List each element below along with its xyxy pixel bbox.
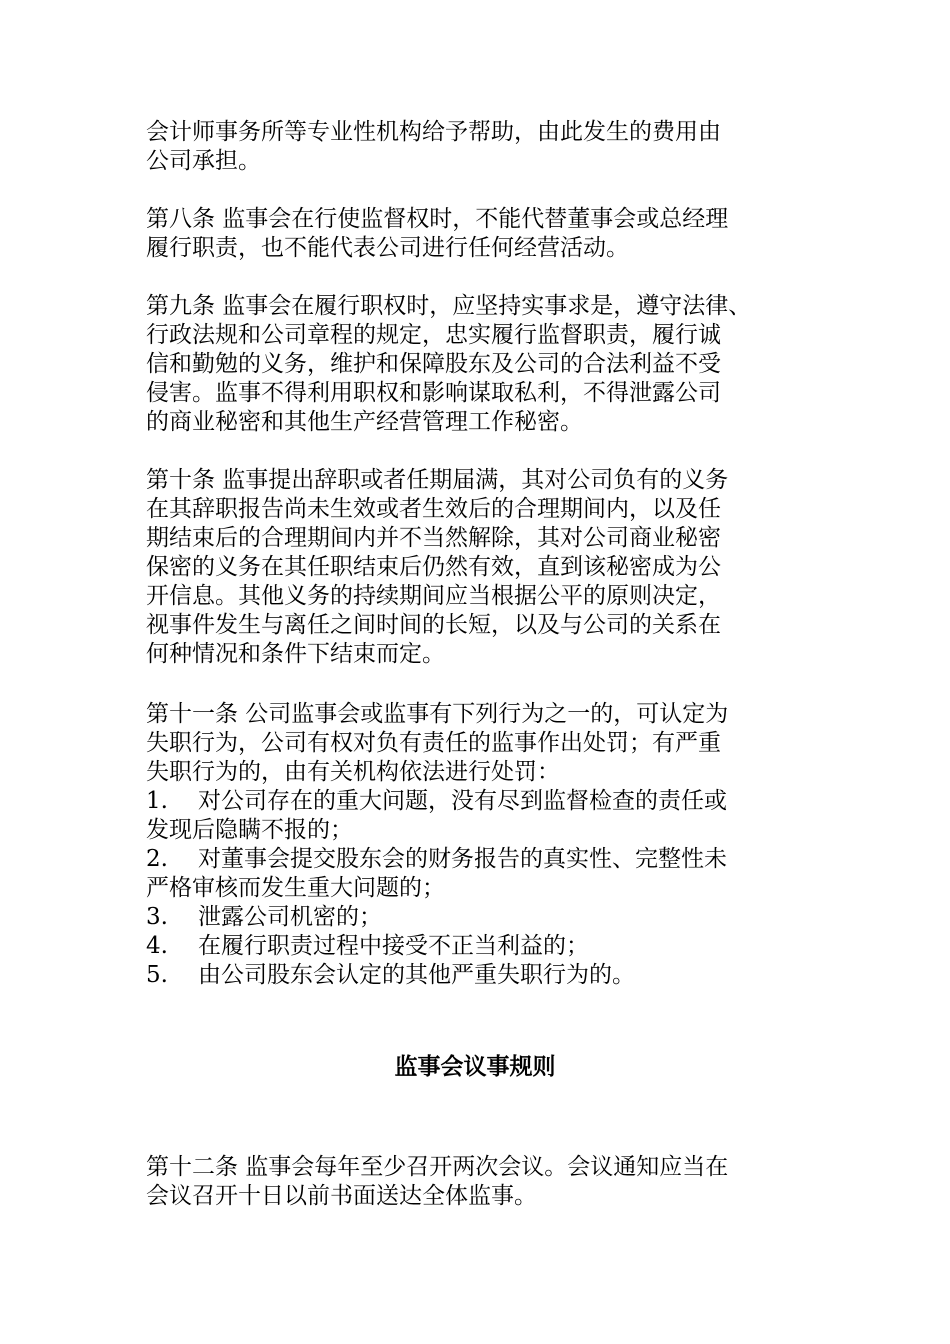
text-line: 开信息。其他义务的持续期间应当根据公平的原则决定，	[146, 583, 721, 609]
list-text: 对公司存在的重大问题，没有尽到监督检查的责任或	[198, 788, 727, 814]
paragraph-continuation	[146, 118, 808, 176]
text-line: 视事件发生与离任之间时间的长短，以及与公司的关系在	[146, 612, 721, 638]
list-item	[146, 787, 808, 845]
text-line: 会计师事务所等专业性机构给予帮助，由此发生的费用由	[146, 119, 721, 145]
article-10	[146, 466, 808, 669]
list-item	[146, 845, 808, 903]
text-line: 在其辞职报告尚未生效或者生效后的合理期间内，以及任	[146, 496, 721, 522]
list-item	[146, 932, 808, 961]
list-text: 发现后隐瞒不报的；	[146, 817, 353, 843]
list-number: 5.	[146, 962, 168, 988]
article-9	[146, 292, 808, 437]
text-line: 第八条 监事会在行使监督权时，不能代替董事会或总经理	[146, 206, 729, 232]
list-number: 1.	[146, 788, 168, 814]
list-text: 在履行职责过程中接受不正当利益的；	[198, 933, 589, 959]
list-text: 由公司股东会认定的其他严重失职行为的。	[198, 962, 635, 988]
text-line: 会议召开十日以前书面送达全体监事。	[146, 1183, 537, 1209]
list-text: 对董事会提交股东会的财务报告的真实性、完整性未	[198, 846, 727, 872]
list-text: 严格审核而发生重大问题的；	[146, 875, 445, 901]
text-line: 何种情况和条件下结束而定。	[146, 641, 445, 667]
list-number: 2.	[146, 846, 168, 872]
text-line: 信和勤勉的义务，维护和保障股东及公司的合法利益不受	[146, 351, 721, 377]
list-number: 4.	[146, 933, 168, 959]
article-12	[146, 1153, 808, 1211]
text-line: 行政法规和公司章程的规定，忠实履行监督职责，履行诚	[146, 322, 721, 348]
list-number: 3.	[146, 904, 168, 930]
list-item	[146, 961, 808, 990]
text-line: 第十一条 公司监事会或监事有下列行为之一的，可认定为	[146, 701, 729, 727]
text-line: 第十条 监事提出辞职或者任期届满，其对公司负有的义务	[146, 467, 729, 493]
text-line: 期结束后的合理期间内并不当然解除，其对公司商业秘密	[146, 525, 721, 551]
article-11	[146, 700, 808, 990]
text-line: 履行职责，也不能代表公司进行任何经营活动。	[146, 235, 629, 261]
text-line: 公司承担。	[146, 148, 261, 174]
list-text: 泄露公司机密的；	[198, 904, 382, 930]
section-heading: 监事会议事规则	[394, 1054, 556, 1080]
text-line: 侵害。监事不得利用职权和影响谋取私利，不得泄露公司	[146, 380, 721, 406]
text-line: 保密的义务在其任职结束后仍然有效，直到该秘密成为公	[146, 554, 721, 580]
list-item	[146, 903, 808, 932]
text-line: 第九条 监事会在履行职权时，应坚持实事求是，遵守法律、	[146, 293, 752, 319]
article-8	[146, 205, 808, 263]
text-line: 的商业秘密和其他生产经营管理工作秘密。	[146, 409, 583, 435]
text-line: 第十二条 监事会每年至少召开两次会议。会议通知应当在	[146, 1154, 729, 1180]
text-line: 失职行为，公司有权对负有责任的监事作出处罚；有严重	[146, 730, 721, 756]
text-line: 失职行为的，由有关机构依法进行处罚：	[146, 759, 560, 785]
